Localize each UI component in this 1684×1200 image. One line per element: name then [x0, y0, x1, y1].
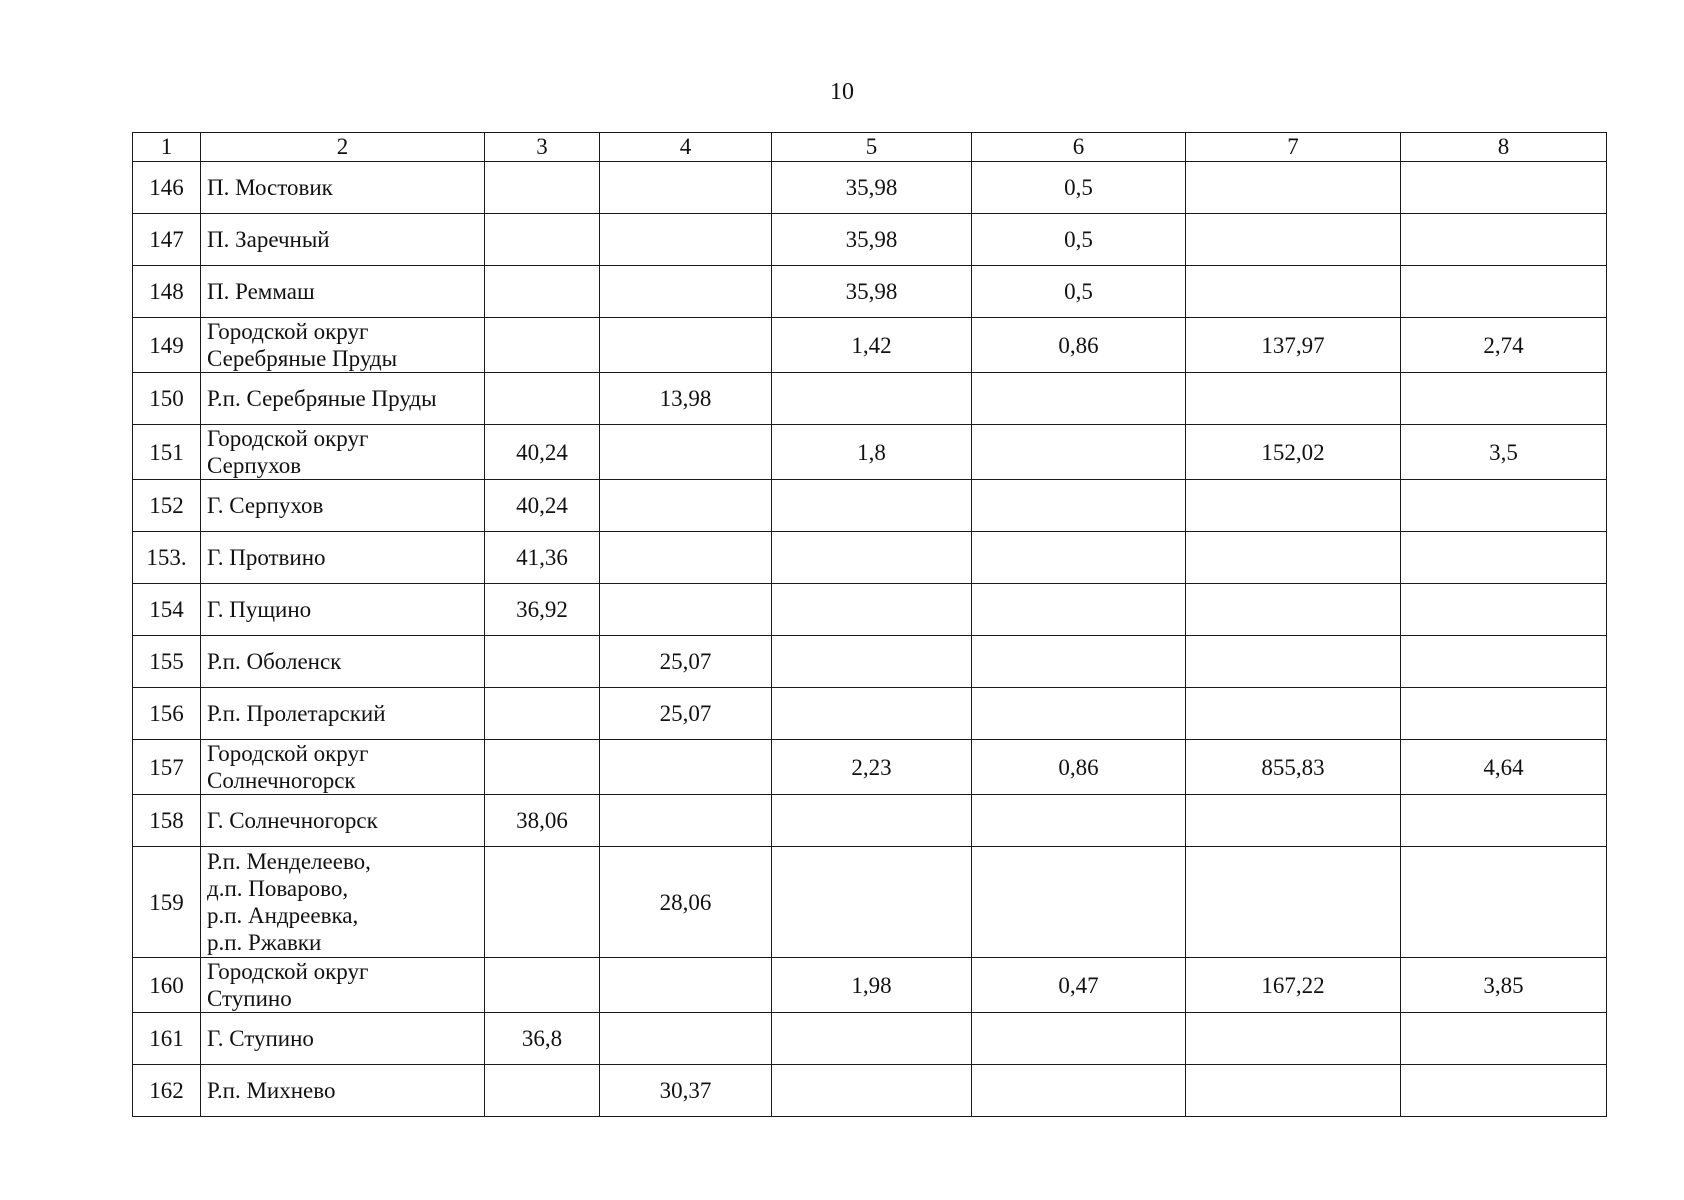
- table-row: [133, 266, 1607, 318]
- table-row: [133, 847, 1607, 958]
- row-number: 157: [133, 740, 201, 795]
- settlement-name: П. Мостовик: [201, 162, 485, 214]
- settlement-name: П. Заречный: [201, 214, 485, 266]
- settlement-name: Г. Протвино: [201, 532, 485, 584]
- col-7-value: 167,22: [1186, 958, 1401, 1013]
- table-row: [133, 1065, 1607, 1117]
- table-row: [133, 532, 1607, 584]
- col-7-value: [1186, 532, 1401, 584]
- col-7-value: [1186, 636, 1401, 688]
- col-6-value: [972, 425, 1186, 480]
- col-8-value: [1401, 266, 1607, 318]
- settlement-name: Г. Солнечногорск: [201, 795, 485, 847]
- col-6-value: 0,5: [972, 162, 1186, 214]
- row-number: 161: [133, 1013, 201, 1065]
- table-row: [133, 958, 1607, 1013]
- col-6-value: [972, 636, 1186, 688]
- settlement-name: Р.п. Оболенск: [201, 636, 485, 688]
- col-4-value: [600, 958, 772, 1013]
- column-header-3: 3: [485, 133, 600, 162]
- col-6-value: 0,5: [972, 214, 1186, 266]
- col-3-value: 38,06: [485, 795, 600, 847]
- col-4-value: [600, 795, 772, 847]
- col-3-value: 41,36: [485, 532, 600, 584]
- settlement-name: Р.п. Пролетарский: [201, 688, 485, 740]
- col-4-value: [600, 584, 772, 636]
- col-8-value: 4,64: [1401, 740, 1607, 795]
- col-8-value: [1401, 847, 1607, 958]
- col-6-value: [972, 584, 1186, 636]
- col-5-value: [772, 480, 972, 532]
- row-number: 150: [133, 373, 201, 425]
- col-4-value: [600, 266, 772, 318]
- col-8-value: 3,85: [1401, 958, 1607, 1013]
- settlement-name: П. Реммаш: [201, 266, 485, 318]
- table-row: [133, 584, 1607, 636]
- col-4-value: [600, 740, 772, 795]
- col-8-value: [1401, 480, 1607, 532]
- table-row: [133, 1013, 1607, 1065]
- col-4-value: 25,07: [600, 688, 772, 740]
- col-8-value: [1401, 373, 1607, 425]
- col-8-value: [1401, 1013, 1607, 1065]
- col-7-value: [1186, 214, 1401, 266]
- col-8-value: [1401, 688, 1607, 740]
- col-6-value: [972, 795, 1186, 847]
- col-8-value: [1401, 162, 1607, 214]
- col-3-value: 40,24: [485, 425, 600, 480]
- col-4-value: 25,07: [600, 636, 772, 688]
- col-7-value: [1186, 584, 1401, 636]
- col-8-value: 2,74: [1401, 318, 1607, 373]
- row-number: 162: [133, 1065, 201, 1117]
- col-7-value: [1186, 847, 1401, 958]
- col-4-value: 30,37: [600, 1065, 772, 1117]
- col-5-value: [772, 1013, 972, 1065]
- col-5-value: [772, 636, 972, 688]
- col-7-value: [1186, 266, 1401, 318]
- col-7-value: [1186, 795, 1401, 847]
- col-4-value: [600, 480, 772, 532]
- col-5-value: 35,98: [772, 214, 972, 266]
- col-4-value: [600, 214, 772, 266]
- row-number: 160: [133, 958, 201, 1013]
- col-8-value: [1401, 1065, 1607, 1117]
- settlement-name: Городской округ Серпухов: [201, 425, 485, 480]
- table-row: [133, 425, 1607, 480]
- col-6-value: [972, 847, 1186, 958]
- col-5-value: [772, 532, 972, 584]
- table-row: [133, 740, 1607, 795]
- settlement-name: Городской округ Ступино: [201, 958, 485, 1013]
- row-number: 151: [133, 425, 201, 480]
- row-number: 146: [133, 162, 201, 214]
- row-number: 154: [133, 584, 201, 636]
- col-3-value: [485, 318, 600, 373]
- col-6-value: [972, 373, 1186, 425]
- col-3-value: [485, 847, 600, 958]
- settlement-name: Р.п. Михнево: [201, 1065, 485, 1117]
- row-number: 152: [133, 480, 201, 532]
- settlement-name: Р.п. Серебряные Пруды: [201, 373, 485, 425]
- col-3-value: 36,92: [485, 584, 600, 636]
- col-5-value: 1,98: [772, 958, 972, 1013]
- row-number: 147: [133, 214, 201, 266]
- col-7-value: [1186, 480, 1401, 532]
- col-4-value: [600, 162, 772, 214]
- col-4-value: [600, 1013, 772, 1065]
- column-header-6: 6: [972, 133, 1186, 162]
- col-4-value: [600, 532, 772, 584]
- col-5-value: 2,23: [772, 740, 972, 795]
- col-5-value: 1,8: [772, 425, 972, 480]
- col-3-value: [485, 958, 600, 1013]
- col-5-value: 35,98: [772, 266, 972, 318]
- table-header: [133, 133, 1607, 162]
- col-5-value: [772, 847, 972, 958]
- col-7-value: [1186, 688, 1401, 740]
- col-8-value: [1401, 214, 1607, 266]
- col-3-value: [485, 162, 600, 214]
- col-5-value: [772, 688, 972, 740]
- settlement-name: Г. Серпухов: [201, 480, 485, 532]
- col-3-value: [485, 636, 600, 688]
- table-row: [133, 162, 1607, 214]
- col-5-value: 35,98: [772, 162, 972, 214]
- col-4-value: [600, 425, 772, 480]
- col-8-value: [1401, 636, 1607, 688]
- col-4-value: [600, 318, 772, 373]
- col-3-value: [485, 1065, 600, 1117]
- table-row: [133, 373, 1607, 425]
- row-number: 155: [133, 636, 201, 688]
- page-number: 10: [830, 79, 854, 105]
- table-row: [133, 795, 1607, 847]
- settlement-name: Г. Пущино: [201, 584, 485, 636]
- col-3-value: [485, 266, 600, 318]
- col-3-value: 40,24: [485, 480, 600, 532]
- column-header-5: 5: [772, 133, 972, 162]
- col-6-value: 0,5: [972, 266, 1186, 318]
- column-header-4: 4: [600, 133, 772, 162]
- col-3-value: [485, 373, 600, 425]
- col-6-value: 0,86: [972, 740, 1186, 795]
- col-8-value: [1401, 795, 1607, 847]
- row-number: 158: [133, 795, 201, 847]
- row-number: 153.: [133, 532, 201, 584]
- column-header-7: 7: [1186, 133, 1401, 162]
- col-6-value: [972, 1065, 1186, 1117]
- col-6-value: [972, 1013, 1186, 1065]
- row-number: 156: [133, 688, 201, 740]
- table-row: [133, 214, 1607, 266]
- header-row: [133, 133, 1607, 162]
- table-row: [133, 636, 1607, 688]
- col-5-value: [772, 1065, 972, 1117]
- col-3-value: 36,8: [485, 1013, 600, 1065]
- col-5-value: [772, 795, 972, 847]
- col-7-value: [1186, 373, 1401, 425]
- col-8-value: [1401, 532, 1607, 584]
- table-row: [133, 480, 1607, 532]
- col-5-value: [772, 373, 972, 425]
- col-7-value: [1186, 162, 1401, 214]
- settlement-name: Г. Ступино: [201, 1013, 485, 1065]
- col-7-value: 855,83: [1186, 740, 1401, 795]
- col-7-value: [1186, 1013, 1401, 1065]
- col-6-value: [972, 532, 1186, 584]
- data-table: [132, 132, 1607, 1117]
- col-3-value: [485, 688, 600, 740]
- col-4-value: 28,06: [600, 847, 772, 958]
- settlement-name: Городской округ Серебряные Пруды: [201, 318, 485, 373]
- col-6-value: [972, 688, 1186, 740]
- col-4-value: 13,98: [600, 373, 772, 425]
- row-number: 159: [133, 847, 201, 958]
- row-number: 148: [133, 266, 201, 318]
- col-8-value: [1401, 584, 1607, 636]
- row-number: 149: [133, 318, 201, 373]
- column-header-8: 8: [1401, 133, 1607, 162]
- col-5-value: 1,42: [772, 318, 972, 373]
- col-7-value: [1186, 1065, 1401, 1117]
- table-row: [133, 688, 1607, 740]
- col-3-value: [485, 740, 600, 795]
- table-body: [133, 162, 1607, 1117]
- column-header-1: 1: [133, 133, 201, 162]
- col-6-value: [972, 480, 1186, 532]
- settlement-name: Городской округ Солнечногорск: [201, 740, 485, 795]
- col-6-value: 0,47: [972, 958, 1186, 1013]
- col-7-value: 152,02: [1186, 425, 1401, 480]
- table-row: [133, 318, 1607, 373]
- col-3-value: [485, 214, 600, 266]
- col-8-value: 3,5: [1401, 425, 1607, 480]
- column-header-2: 2: [201, 133, 485, 162]
- settlement-name: Р.п. Менделеево, д.п. Поварово, р.п. Андреевка, р.п. Ржавки: [201, 847, 485, 958]
- col-7-value: 137,97: [1186, 318, 1401, 373]
- col-5-value: [772, 584, 972, 636]
- col-6-value: 0,86: [972, 318, 1186, 373]
